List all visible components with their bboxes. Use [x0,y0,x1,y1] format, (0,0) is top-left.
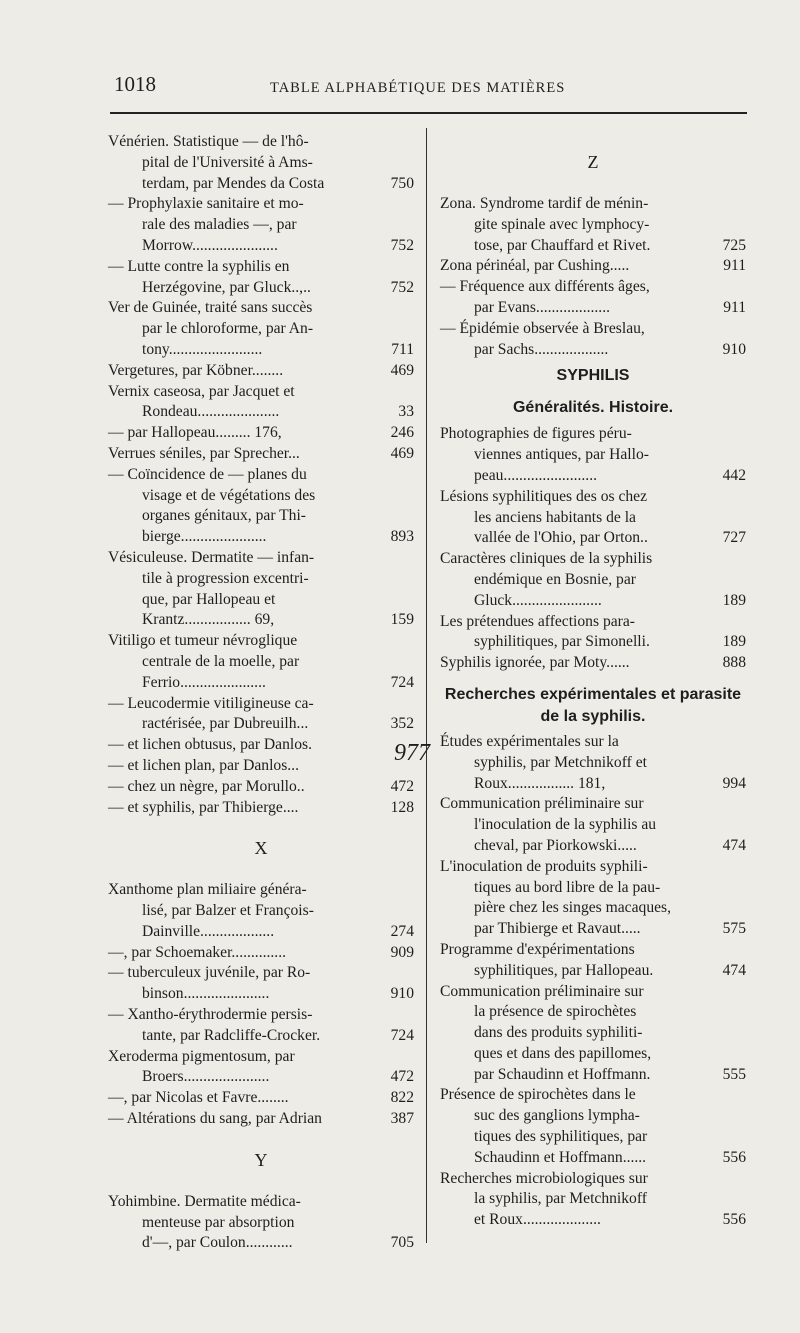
page-reference: 352 [390,715,414,733]
entry-text: l'inoculation de la syphilis au [474,816,657,834]
entry-text: Caractères cliniques de la syphilis [440,550,653,568]
entry-text: — Coïncidence de — planes du [108,465,307,483]
entry-text: syphilitiques, par Simonelli. [474,633,650,651]
entry-text: Zona. Syndrome tardif de ménin- [440,195,649,212]
subsection-heading: Recherches expérimentales et parasite de la syphilis. [444,685,742,725]
entry-text: tante, par Radcliffe-Crocker. [142,1026,321,1044]
index-entry-line [440,445,746,466]
index-entry-line [108,984,414,1005]
index-entry-line [440,878,746,899]
entry-text: binson...................... [142,985,270,1003]
entry-text: d'—, par Coulon............ [142,1234,293,1252]
entry-text: par Evans................... [474,298,610,316]
entry-text: gite spinale avec lymphocy- [474,215,650,233]
index-entry-line [108,943,414,964]
entry-text: Krantz................. 69, [142,611,275,629]
entry-text: rale des maladies —, par [142,216,297,234]
entry-text: Les prétendues affections para- [440,612,635,630]
index-entry-line [108,506,414,527]
entry-text: Roux................. 181, [474,774,606,792]
index-entry-line [440,1002,746,1023]
entry-text: — tuberculeux juvénile, par Ro- [108,964,311,982]
page-reference: 752 [390,236,414,254]
entry-text: par Thibierge et Ravaut..... [474,920,641,938]
index-entry-line [440,591,746,612]
index-entry-line [440,466,746,487]
page-reference: 246 [390,424,414,442]
index-entry-line [440,1169,746,1190]
index-entry-line [108,465,414,486]
index-entry-line [440,1085,746,1106]
index-entry-line [440,1148,746,1169]
index-entry-line [108,236,414,257]
entry-text: Zona périnéal, par Cushing..... [440,257,630,275]
handwritten-note: 977 [394,740,430,766]
page-reference: 442 [722,466,746,484]
entry-text: Vergetures, par Köbner........ [108,361,284,379]
index-entry-line [108,631,414,652]
index-entry-line [108,1047,414,1068]
index-entry-line [440,528,746,549]
entry-text: tiques des syphilitiques, par [474,1128,648,1146]
index-entry-line [108,319,414,340]
index-entry-line [440,732,746,753]
index-entry-line [440,215,746,236]
page-reference: 724 [390,673,414,691]
entry-text: ractérisée, par Dubreuilh... [142,715,309,733]
page-reference: 274 [390,922,414,940]
index-entry-line [108,340,414,361]
index-entry-line [108,610,414,631]
entry-text: —, par Nicolas et Favre........ [108,1089,289,1107]
index-entry-line [440,940,746,961]
section-heading: Généralités. Histoire. [512,399,674,417]
page-reference: 994 [722,774,746,792]
entry-text: Vernix caseosa, par Jacquet et [108,382,295,400]
page-reference: 128 [390,798,414,816]
entry-text: syphilis, par Metchnikoff et [474,753,647,771]
entry-text: — et syphilis, par Thibierge.... [108,798,299,816]
entry-text: tiques au bord libre de la pau- [474,878,661,896]
page-reference: 472 [390,1068,414,1086]
page-reference: 555 [722,1065,746,1083]
page-reference: 472 [390,777,414,795]
entry-text: pière chez les singes macaques, [474,899,672,917]
entry-text: endémique en Bosnie, par [474,570,636,588]
page-reference: 909 [390,943,414,961]
section-letter: Y [254,1149,268,1170]
entry-text: bierge...................... [142,528,267,546]
index-entry-line [440,236,746,257]
index-entry-line [440,319,746,340]
index-entry-line [108,673,414,694]
entry-text: par Sachs................... [474,340,609,358]
index-entry-line [440,632,746,653]
entry-text: ques et dans des papillomes, [474,1044,652,1062]
index-entry-line [440,1044,746,1065]
index-entry-line [440,277,746,298]
index-entry-line [108,298,414,319]
entry-text: — Xantho-érythrodermie persis- [108,1006,313,1024]
page-reference: 822 [390,1089,414,1107]
entry-text: lisé, par Balzer et François- [142,902,314,920]
page-reference: 469 [390,444,414,462]
index-entry-line [108,922,414,943]
entry-text: Rondeau..................... [142,403,280,421]
entry-text: que, par Hallopeau et [142,590,276,608]
page-reference: 910 [722,340,746,358]
entry-text: la syphilis, par Metchnikoff [474,1190,647,1208]
index-entry-line [108,382,414,403]
entry-text: Études expérimentales sur la [440,732,619,750]
index-entry-line [108,215,414,236]
index-entry-line [108,569,414,590]
page-reference: 556 [722,1211,746,1229]
entry-text: et Roux.................... [474,1211,601,1229]
entry-text: tose, par Chauffard et Rivet. [474,236,651,254]
right-column [440,132,746,1231]
index-entry-line [440,487,746,508]
index-entry-line [108,714,414,735]
index-entry-line [440,1065,746,1086]
page-reference: 727 [722,529,746,547]
index-entry-line [108,963,414,984]
entry-text: vallée de l'Ohio, par Orton.. [474,529,648,547]
entry-text: suc des ganglions lympha- [474,1107,640,1125]
entry-text: par le chloroforme, par An- [142,320,314,338]
index-entry-line [108,1067,414,1088]
index-entry-line [108,194,414,215]
index-entry-line [440,815,746,836]
page-reference: 752 [390,278,414,296]
index-entry-line [108,1088,414,1109]
page-reference: 556 [722,1148,746,1166]
index-entry-line [108,444,414,465]
page-reference: 888 [722,654,746,672]
index-entry-line [440,508,746,529]
page-reference: 893 [390,528,414,546]
entry-text: Syphilis ignorée, par Moty...... [440,654,630,672]
page-number: 1018 [114,72,156,96]
entry-text: — Lutte contre la syphilis en [108,257,290,275]
index-entry-line [440,961,746,982]
index-entry-line [108,1213,414,1234]
entry-text: Xeroderma pigmentosum, par [108,1047,295,1065]
index-entry-line [108,361,414,382]
index-entry-line [108,527,414,548]
entry-text: menteuse par absorption [142,1213,295,1231]
index-entry-line [108,694,414,715]
index-entry-line [108,1026,414,1047]
index-entry-line [108,402,414,423]
entry-text: Verrues séniles, par Sprecher... [108,444,300,462]
entry-text: la présence de spirochètes [474,1003,637,1021]
entry-text: L'inoculation de produits syphili- [440,857,648,875]
entry-text: terdam, par Mendes da Costa [142,174,325,192]
page-reference: 387 [390,1110,414,1128]
index-entry-line [108,756,414,777]
entry-text: Morrow...................... [142,236,278,254]
running-title: TABLE ALPHABÉTIQUE DES MATIÈRES [270,80,566,96]
entry-text: pital de l'Université à Ams- [142,153,313,171]
index-entry-line [108,1233,414,1254]
page-reference: 159 [390,611,414,629]
index-entry-line [108,880,414,901]
index-entry-line [108,1109,414,1130]
entry-text: — Fréquence aux différents âges, [440,278,650,296]
index-entry-line [440,424,746,445]
entry-text: Lésions syphilitiques des os chez [440,487,648,505]
section-heading: SYPHILIS [556,367,630,385]
index-entry-line [440,340,746,361]
entry-text: Ferrio...................... [142,673,266,691]
index-entry-line [108,153,414,174]
column-divider [426,128,427,1243]
index-entry-line [108,590,414,611]
index-entry-line [108,1005,414,1026]
index-entry-line [440,256,746,277]
index-entry-line [108,548,414,569]
index-entry-line [440,774,746,795]
index-entry-line [440,549,746,570]
entry-text: Schaudinn et Hoffmann...... [474,1148,647,1166]
entry-text: — et lichen obtusus, par Danlos. [108,736,312,754]
index-entry-line [108,486,414,507]
entry-text: Vénérien. Statistique — de l'hô- [108,133,309,150]
index-entry-line [440,1106,746,1127]
index-entry-line [108,132,414,153]
section-letter: X [254,838,268,859]
entry-text: les anciens habitants de la [474,508,636,526]
index-entry-line [108,777,414,798]
entry-text: Vésiculeuse. Dermatite — infan- [108,548,315,566]
entry-text: Herzégovine, par Gluck..,.. [142,278,311,296]
page-reference: 910 [390,985,414,1003]
index-entry-line [440,570,746,591]
entry-text: Communication préliminaire sur [440,982,644,1000]
page-reference: 575 [722,920,746,938]
entry-text: cheval, par Piorkowski..... [474,836,637,854]
entry-text: tony........................ [142,340,263,358]
index-entry-line [440,898,746,919]
entry-text: Programme d'expérimentations [440,940,635,958]
entry-text: centrale de la moelle, par [142,652,300,670]
entry-text: Gluck....................... [474,591,602,609]
index-entry-line [440,919,746,940]
page-reference: 474 [722,961,746,979]
index-entry-line [440,1127,746,1148]
index-entry-line [440,857,746,878]
index-entry-line [108,278,414,299]
entry-text: Photographies de figures péru- [440,425,632,443]
entry-text: Recherches microbiologiques sur [440,1169,648,1187]
page-reference: 469 [390,361,414,379]
page-reference: 711 [391,340,414,358]
index-entry-line [440,836,746,857]
entry-text: — et lichen plan, par Danlos... [108,756,299,774]
page-reference: 189 [722,591,746,609]
entry-text: organes génitaux, par Thi- [142,507,306,525]
entry-text: viennes antiques, par Hallo- [474,446,649,464]
entry-text: — par Hallopeau......... 176, [108,424,282,442]
entry-text: syphilitiques, par Hallopeau. [474,961,654,979]
index-entry-line [108,901,414,922]
entry-text: —, par Schoemaker.............. [108,943,286,961]
entry-text: Broers...................... [142,1068,270,1086]
page-reference: 724 [390,1026,414,1044]
index-entry-line [108,798,414,819]
index-entry-line [108,735,414,756]
entry-text: Xanthome plan miliaire généra- [108,881,307,899]
index-entry-line [108,1192,414,1213]
index-entry-line [108,652,414,673]
index-entry-line [108,423,414,444]
entry-text: visage et de végétations des [142,486,316,504]
entry-text: dans des produits syphiliti- [474,1024,643,1042]
index-entry-line [440,612,746,633]
entry-text: Présence de spirochètes dans le [440,1086,636,1104]
index-entry-line [440,298,746,319]
index-entry-line [440,1210,746,1231]
entry-text: — Épidémie observée à Breslau, [440,319,645,337]
entry-text: — chez un nègre, par Morullo.. [108,777,305,795]
entry-text: Vitiligo et tumeur névroglique [108,632,298,650]
page-reference: 911 [723,257,746,275]
entry-text: Communication préliminaire sur [440,795,644,813]
entry-text: — Altérations du sang, par Adrian [108,1110,322,1128]
index-entry-line [440,982,746,1003]
entry-text: Yohimbine. Dermatite médica- [108,1192,301,1210]
entry-text: — Prophylaxie sanitaire et mo- [108,195,304,213]
section-letter: Z [587,152,599,172]
index-entry-line [440,1023,746,1044]
page-reference: 189 [722,633,746,651]
entry-text: Ver de Guinée, traité sans succès [108,299,313,317]
index-entry-line [440,794,746,815]
entry-text: Dainville................... [142,922,275,940]
index-entry-line [440,1189,746,1210]
index-entry-line [108,257,414,278]
index-entry-line [440,653,746,674]
entry-text: — Leucodermie vitiligineuse ca- [108,694,314,712]
index-entry-line [108,174,414,195]
header-rule [110,112,747,114]
page-reference: 750 [390,174,414,192]
index-entry-line [440,753,746,774]
left-column [108,132,414,1254]
entry-text: tile à progression excentri- [142,569,309,587]
page-reference: 911 [723,298,746,316]
page-reference: 33 [398,403,414,421]
page-reference: 474 [722,836,746,854]
page-reference: 705 [390,1234,414,1252]
entry-text: peau........................ [474,466,597,484]
index-entry-line [440,194,746,215]
entry-text: par Schaudinn et Hoffmann. [474,1065,651,1083]
page-reference: 725 [722,236,746,254]
